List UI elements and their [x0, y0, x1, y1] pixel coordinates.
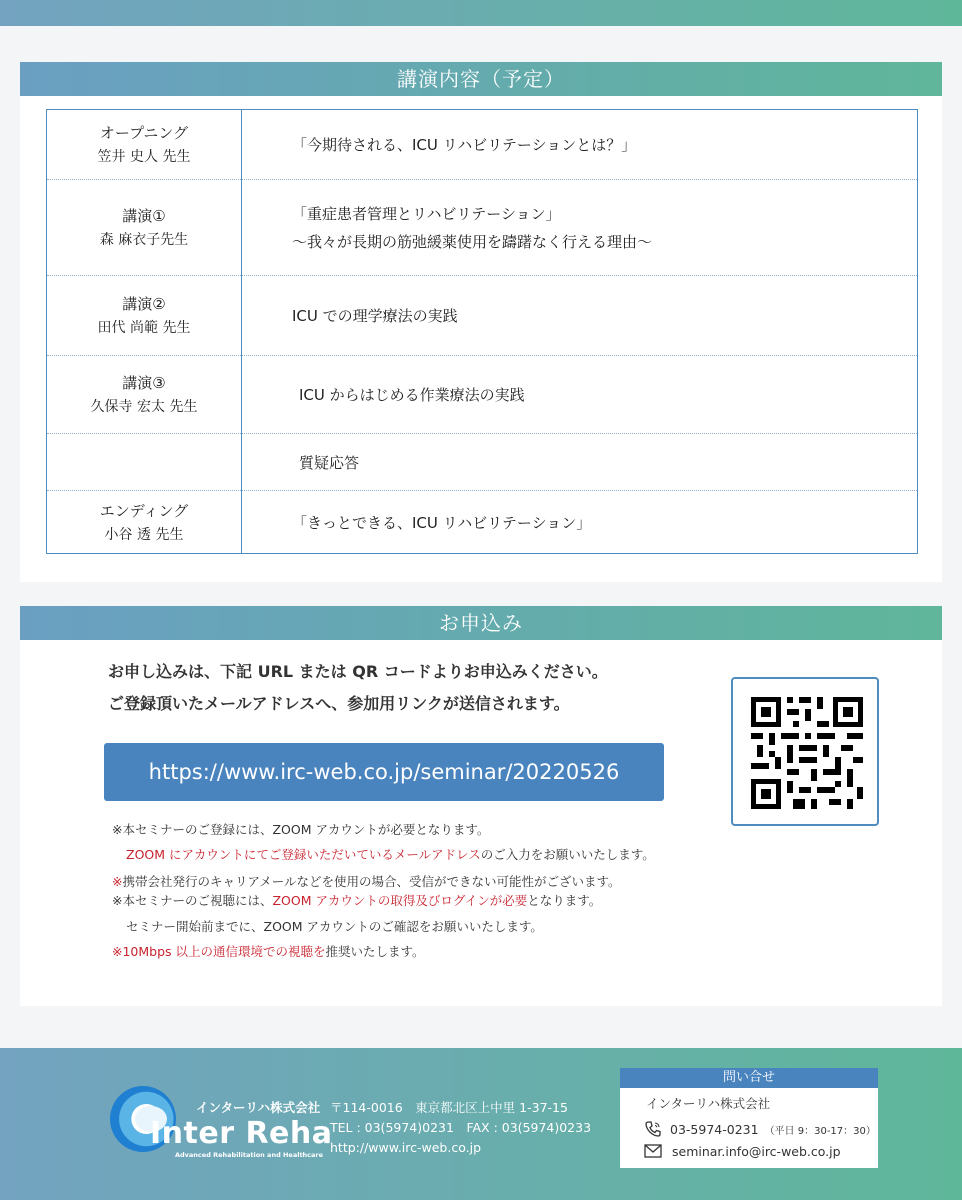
qr-code[interactable] — [731, 677, 879, 826]
apply-section-title: お申込み — [20, 606, 942, 640]
topic-line: 「今期待される、ICU リハビリテーションとは？」 — [292, 135, 637, 154]
topic-line: 〜我々が長期の筋弛緩薬使用を躊躇なく行える理由〜 — [292, 233, 653, 251]
program-row — [47, 490, 917, 554]
note-line: セミナー開始前までに、ZOOM アカウントのご確認をお願いいたします。 — [126, 919, 543, 934]
program-speaker: 笠井 史人 先生 — [97, 148, 191, 165]
program-section-title: 講演内容（予定） — [20, 62, 942, 96]
program-speaker: 田代 尚範 先生 — [97, 320, 191, 336]
program-speaker-cell — [47, 499, 241, 547]
program-table — [46, 109, 918, 554]
logo-text: Inter Reha — [150, 1116, 333, 1151]
qr-code-icon — [751, 697, 863, 809]
program-topic — [299, 381, 907, 409]
program-label: エンディング — [99, 501, 189, 520]
website-link[interactable]: http://www.irc-web.co.jp — [330, 1140, 482, 1155]
program-speaker: 久保寺 宏太 先生 — [90, 399, 198, 415]
inquiry-phone[interactable]: 03-5974-0231 — [670, 1122, 759, 1137]
inquiry-email-row — [644, 1144, 841, 1159]
program-row — [47, 275, 917, 356]
top-gradient-bar — [0, 0, 962, 26]
program-row — [47, 110, 917, 179]
inquiry-hours: （平日 9：30-17：30） — [764, 1126, 876, 1137]
seminar-url-link[interactable]: https://www.irc-web.co.jp/seminar/20220526 — [104, 743, 664, 801]
program-speaker-cell — [47, 292, 241, 340]
logo-tagline: Advanced Rehabilitation and Healthcare — [175, 1151, 324, 1159]
program-label: 講演② — [122, 295, 166, 313]
program-row — [47, 355, 917, 434]
program-label: 講演③ — [122, 374, 166, 392]
program-row — [47, 433, 917, 491]
footer — [0, 1048, 962, 1200]
postal-address: 〒114-0016 東京都北区上中里 1-37-15 — [330, 1100, 568, 1115]
note-line: ※10Mbps 以上の通信環境での視聴を推奨いたします。 — [112, 944, 425, 959]
inquiry-company: インターリハ株式会社 — [646, 1096, 771, 1111]
program-label: 講演① — [122, 207, 166, 225]
mail-icon — [644, 1144, 662, 1158]
inquiry-box — [620, 1068, 878, 1168]
phone-icon — [644, 1120, 662, 1138]
topic-line: ICU での理学療法の実践 — [292, 307, 458, 325]
tel-fax: TEL : 03(5974)0231 FAX : 03(5974)0233 — [330, 1120, 592, 1135]
topic-line: 質疑応答 — [299, 453, 360, 472]
program-speaker: 小谷 透 先生 — [104, 526, 184, 543]
intro-line: ご登録頂いたメールアドレスへ、参加用リンクが送信されます。 — [108, 694, 570, 713]
inquiry-email[interactable]: seminar.info@irc-web.co.jp — [672, 1144, 841, 1159]
note-line: ※携帯会社発行のキャリアメールなどを使用の場合、受信ができない可能性がございます。 — [112, 874, 621, 889]
program-row — [47, 179, 917, 276]
program-label: オープニング — [99, 123, 189, 142]
program-topic — [292, 131, 907, 159]
apply-card — [20, 606, 942, 1006]
program-speaker-cell — [47, 371, 241, 419]
company-name: インターリハ株式会社 — [196, 1100, 321, 1115]
program-topic — [292, 509, 907, 537]
program-speaker-cell — [47, 204, 241, 252]
inquiry-title: 問い合せ — [620, 1068, 878, 1088]
topic-line: 「重症患者管理とリハビリテーション」 — [292, 205, 561, 223]
inquiry-phone-row — [644, 1120, 876, 1138]
program-speaker-cell — [47, 121, 241, 169]
program-topic — [292, 200, 907, 256]
apply-intro — [108, 656, 608, 720]
program-card — [20, 62, 942, 582]
note-line: ※本セミナーのご登録には、ZOOM アカウントが必要となります。 — [112, 822, 490, 837]
note-line: ZOOM にアカウントにてご登録いただいているメールアドレスのご入力をお願いいたします。 — [126, 847, 655, 862]
program-topic — [292, 302, 907, 330]
program-speaker: 森 麻衣子先生 — [99, 232, 189, 248]
topic-line: 「きっとできる、ICU リハビリテーション」 — [292, 513, 592, 532]
intro-line: お申し込みは、下記 URL または QR コードよりお申込みください。 — [108, 662, 608, 681]
note-line: ※本セミナーのご視聴には、ZOOM アカウントの取得及びログインが必要となります。 — [112, 893, 602, 908]
program-topic — [299, 449, 907, 477]
company-address-block — [330, 1098, 591, 1158]
topic-line: ICU からはじめる作業療法の実践 — [299, 386, 525, 404]
